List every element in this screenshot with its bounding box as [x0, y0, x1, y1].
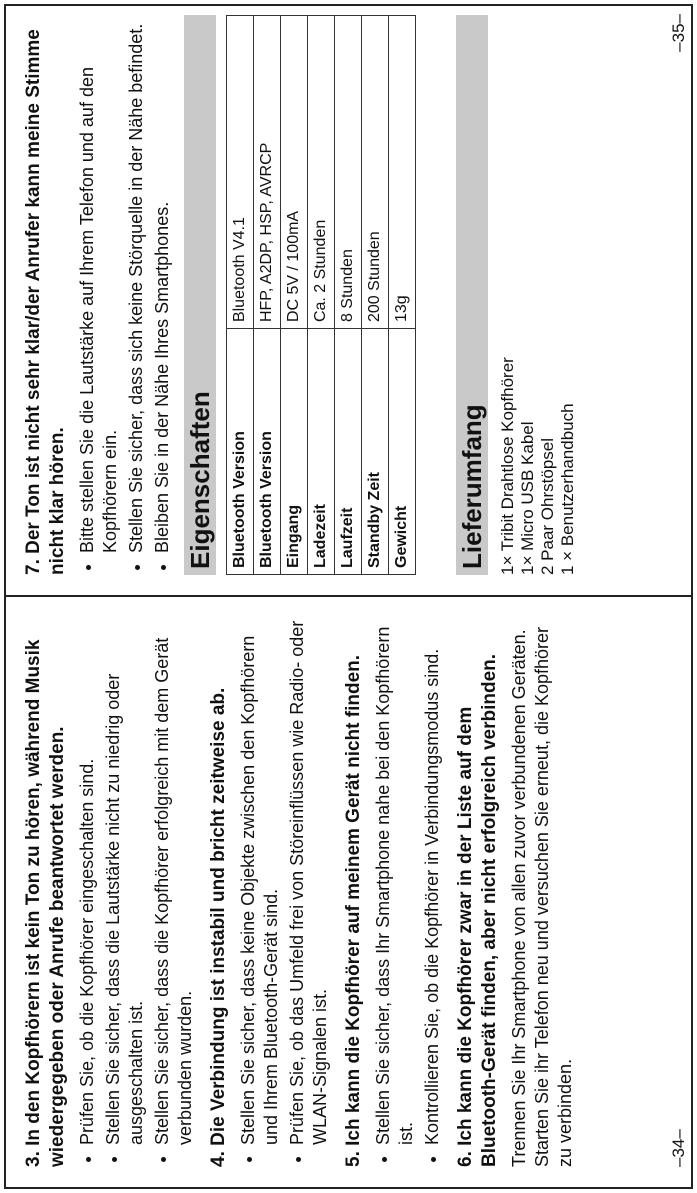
spec-key: Bluetooth Version — [254, 329, 281, 575]
paragraph-s6: Trennen Sie Ihr Smartphone von allen zuvor verbundenen Geräten. Starten Sie ihr Telefon neu und versuchen Sie erneut, die Kopfhörer zu verbinden. — [509, 626, 575, 1167]
heading-s5: 5. Ich kann die Kopfhörer auf meinem Gerät nicht finden. — [343, 654, 364, 1167]
list-item: 1× Tribit Drahtlose Kopfhörer — [498, 357, 517, 575]
list-item: • Stellen Sie sicher, dass Ihr Smartphone nahe bei den Kopfhörern ist. — [372, 607, 418, 1145]
section-heading-contents: Lieferumfang — [456, 404, 487, 569]
table-row — [389, 16, 416, 575]
spec-value: 8 Stunden — [335, 16, 362, 329]
table-row — [362, 16, 389, 575]
spec-key: Standby Zeit — [362, 329, 389, 575]
list-item: • Bleiben Sie in der Nähe Ihres Smartphones. — [151, 15, 174, 553]
spec-key: Gewicht — [389, 329, 416, 575]
list-s5 — [372, 607, 444, 1167]
heading-s3: 3. In den Kopfhörern ist kein Ton zu hören, während Musik wiedergegeben oder Anrufe beantwortet werden. — [23, 639, 68, 1167]
list-s7 — [76, 15, 174, 575]
spec-key: Bluetooth Version — [227, 329, 254, 575]
list-item: • Stellen Sie sicher, dass sich keine Störquelle in der Nähe befindet. — [125, 15, 148, 553]
spec-key: Laufzeit — [335, 329, 362, 575]
list-s3 — [76, 607, 197, 1167]
left-page — [22, 607, 577, 1167]
table-row — [281, 16, 308, 575]
list-item: • Prüfen Sie, ob die Kopfhörer eingeschalten sind. — [76, 607, 99, 1145]
right-page — [22, 15, 578, 575]
spec-value: 13g — [389, 16, 416, 329]
spec-value: Bluetooth V4.1 — [227, 16, 254, 329]
list-item: • Stellen Sie sicher, dass die Lautstärke nicht zu niedrig oder ausgeschalten ist. — [102, 607, 148, 1145]
spec-key: Eingang — [281, 329, 308, 575]
list-item: • Kontrollieren Sie, ob die Kopfhörer in Verbindungsmodus sind. — [421, 607, 444, 1145]
spec-value: 200 Stunden — [362, 16, 389, 329]
spec-value: Ca. 2 Stunden — [308, 16, 335, 329]
table-row — [308, 16, 335, 575]
page-number-right: –35– — [669, 14, 688, 52]
table-row — [227, 16, 254, 575]
list-item: 1 × Benutzerhandbuch — [558, 403, 577, 575]
table-row — [335, 16, 362, 575]
list-item: • Stellen Sie sicher, dass keine Objekte zwischen den Kopfhörern und Ihrem Bluetooth-Gerät sind. — [237, 607, 283, 1145]
spec-table — [226, 15, 416, 575]
heading-s7: 7. Der Ton ist nicht sehr klar/der Anrufer kann meine Stimme nicht klar hören. — [23, 29, 68, 575]
table-row — [254, 16, 281, 575]
spec-value: DC 5V / 100mA — [281, 16, 308, 329]
heading-s6: 6. Ich kann die Kopfhörer zwar in der Liste auf dem Bluetooth-Gerät finden, aber nicht erfolgreich verbinden. — [455, 653, 500, 1167]
list-item: • Bitte stellen Sie die Lautstärke auf Ihrem Telefon und auf den Kopfhörern ein. — [76, 15, 122, 553]
section-bar-contents — [456, 15, 488, 575]
list-item: • Prüfen Sie, ob das Umfeld frei von Störeinflüssen wie Radio- oder WLAN-Signalen ist. — [286, 607, 332, 1145]
list-s4 — [237, 607, 332, 1167]
list-item: • Stellen Sie sicher, dass die Kopfhörer erfolgreich mit dem Gerät verbunden wurden. — [151, 607, 197, 1145]
spec-key: Ladezeit — [308, 329, 335, 575]
section-bar-specs — [184, 15, 216, 575]
contents-list — [498, 15, 578, 575]
page-divider — [4, 595, 693, 597]
spec-value: HFP, A2DP, HSP, AVRCP — [254, 16, 281, 329]
heading-s4: 4. Die Verbindung ist instabil und bricht zeitweise ab. — [208, 687, 229, 1167]
list-item: 2 Paar Ohrstöpsel — [538, 437, 557, 575]
list-item: 1× Micro USB Kabel — [518, 421, 537, 575]
section-heading-specs: Eigenschaften — [184, 391, 215, 569]
page-number-left: –34– — [669, 1129, 688, 1167]
